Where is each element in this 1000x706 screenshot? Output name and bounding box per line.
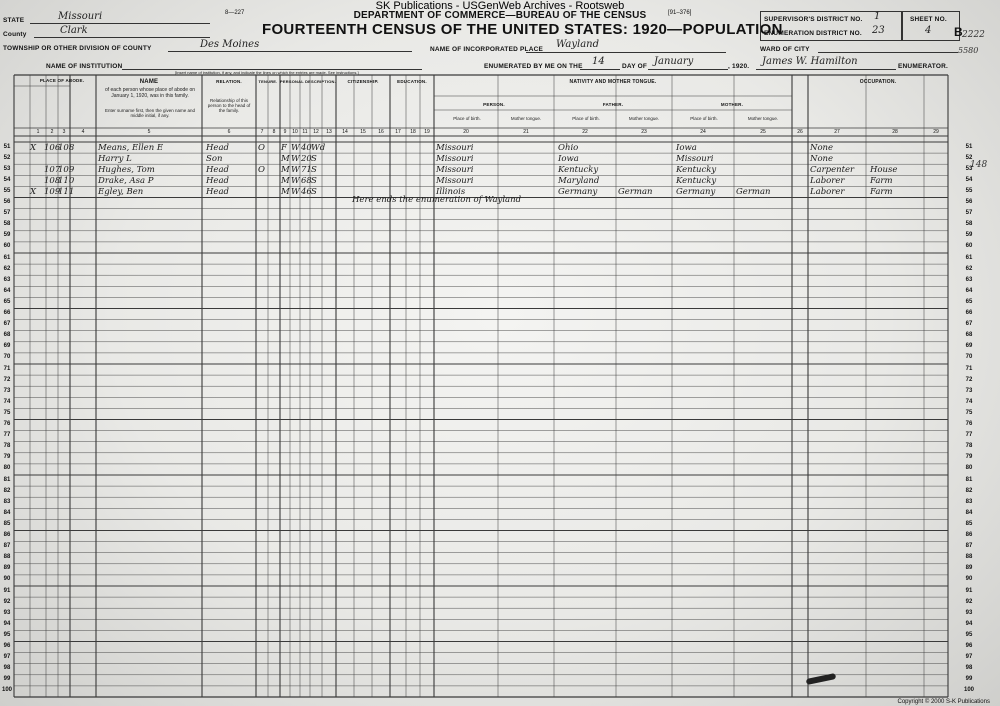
line-number-right: 65 bbox=[965, 298, 973, 305]
entry-family: 110 bbox=[58, 175, 75, 186]
line-number-right: 52 bbox=[965, 154, 973, 161]
line-number-right: 63 bbox=[965, 276, 973, 283]
mother-tongue-head: Mother tongue. bbox=[747, 116, 779, 121]
enumerator-label: ENUMERATOR. bbox=[898, 63, 948, 70]
incorporated-value: Wayland bbox=[556, 39, 600, 50]
father-tongue-head: Mother tongue. bbox=[628, 116, 660, 121]
entry-industry: Farm bbox=[870, 175, 893, 186]
line-number-right: 68 bbox=[965, 332, 973, 339]
site-banner[interactable]: SK Publications - USGenWeb Archives - Rootsweb bbox=[375, 0, 625, 12]
entry-relation: Head bbox=[206, 175, 229, 186]
mother-birth-head: Place of birth. bbox=[690, 116, 718, 121]
group-place-of-abode: PLACE OF ABODE. bbox=[39, 78, 85, 83]
line-number-right: 75 bbox=[965, 409, 973, 416]
line-number-left: 96 bbox=[3, 643, 11, 649]
column-number-2: 2 bbox=[50, 129, 54, 135]
line-number-right: 69 bbox=[965, 343, 973, 350]
line-number-right: 82 bbox=[965, 487, 973, 494]
entry-tenure: O bbox=[258, 142, 265, 153]
column-number-12: 12 bbox=[313, 129, 319, 135]
entry-name: Egley, Ben bbox=[98, 186, 144, 197]
line-number-right: 78 bbox=[965, 443, 973, 450]
line-number-right: 86 bbox=[965, 532, 973, 538]
entry-relation: Head bbox=[206, 186, 229, 197]
incorporated-label: NAME OF INCORPORATED PLACE bbox=[430, 46, 544, 53]
entry-race: W bbox=[291, 175, 300, 186]
group-father: FATHER. bbox=[602, 102, 624, 107]
line-number-right: 100 bbox=[963, 687, 974, 694]
entry-industry: House bbox=[870, 164, 898, 175]
entry-tenure: O bbox=[258, 164, 265, 175]
line-number-right: 54 bbox=[965, 176, 973, 183]
line-number-left: 61 bbox=[3, 254, 11, 261]
serial-ref: [91–376] bbox=[668, 10, 692, 16]
column-number-15: 15 bbox=[360, 129, 366, 135]
supervisor-value: 1 bbox=[874, 11, 881, 22]
institution-label: NAME OF INSTITUTION bbox=[46, 63, 123, 70]
line-number-left: 66 bbox=[3, 310, 11, 316]
relation-description: Relationship of this person to the head of the family. bbox=[207, 98, 251, 113]
column-number-5: 5 bbox=[147, 129, 151, 135]
entry-family: 108 bbox=[58, 142, 75, 153]
line-number-left: 99 bbox=[3, 676, 11, 683]
line-number-left: 59 bbox=[3, 232, 11, 239]
group-person: PERSON. bbox=[483, 102, 505, 107]
line-number-right: 70 bbox=[965, 354, 973, 361]
line-number-left: 69 bbox=[3, 343, 11, 350]
column-number-29: 29 bbox=[933, 129, 939, 135]
group-mother: MOTHER. bbox=[720, 102, 744, 107]
entry-age: 71 bbox=[301, 164, 312, 175]
entry-occupation: Laborer bbox=[810, 186, 845, 197]
enumerated-label: ENUMERATED BY ME ON THE bbox=[484, 63, 583, 70]
entry-occupation: None bbox=[810, 153, 834, 164]
line-number-left: 70 bbox=[3, 354, 11, 361]
column-number-16: 16 bbox=[378, 129, 384, 135]
county-label: County bbox=[3, 31, 27, 38]
line-number-right: 92 bbox=[965, 598, 973, 605]
entry-birthplace: Missouri bbox=[436, 164, 474, 175]
line-number-left: 84 bbox=[3, 509, 11, 516]
column-number-11: 11 bbox=[302, 129, 308, 135]
entry-race: W bbox=[291, 164, 300, 175]
line-number-left: 95 bbox=[3, 631, 11, 638]
line-number-right: 55 bbox=[965, 187, 973, 194]
line-number-right: 73 bbox=[965, 387, 973, 394]
line-number-left: 64 bbox=[3, 287, 11, 294]
line-number-left: 83 bbox=[3, 498, 11, 505]
line-number-right: 76 bbox=[965, 421, 973, 427]
entry-father-birth: Germany bbox=[558, 186, 598, 197]
line-number-right: 77 bbox=[965, 432, 973, 439]
line-number-left: 86 bbox=[3, 532, 11, 538]
entry-mother-birth: Missouri bbox=[676, 153, 714, 164]
line-number-left: 77 bbox=[3, 432, 11, 439]
line-number-left: 67 bbox=[3, 321, 11, 328]
column-number-7: 7 bbox=[260, 129, 264, 135]
column-number-18: 18 bbox=[410, 129, 416, 135]
group-nativity: NATIVITY AND MOTHER TONGUE. bbox=[569, 79, 657, 85]
group-personal: PERSONAL DESCRIPTION. bbox=[280, 79, 336, 84]
entry-birthplace: Missouri bbox=[436, 175, 474, 186]
line-number-left: 52 bbox=[3, 154, 11, 161]
line-number-right: 72 bbox=[965, 376, 973, 383]
column-number-10: 10 bbox=[292, 129, 298, 135]
institution-note: [Insert name of institution, if any, and indicate the lines on which the entries are made. See instructions.] bbox=[175, 70, 359, 75]
entry-sex: M bbox=[281, 186, 290, 197]
line-number-right: 57 bbox=[965, 210, 973, 217]
line-number-left: 78 bbox=[3, 443, 11, 450]
entry-name: Means, Ellen E bbox=[98, 142, 164, 153]
line-number-left: 88 bbox=[3, 554, 11, 561]
ed-value: 23 bbox=[872, 25, 885, 36]
county-value: Clark bbox=[60, 25, 88, 36]
line-number-left: 55 bbox=[3, 187, 11, 194]
column-number-26: 26 bbox=[797, 129, 803, 135]
line-number-right: 93 bbox=[965, 609, 973, 616]
sheet-value: 4 bbox=[925, 25, 932, 36]
entry-age: 20 bbox=[301, 153, 312, 164]
line-number-left: 89 bbox=[3, 565, 11, 572]
entry-relation: Head bbox=[206, 164, 229, 175]
line-number-left: 74 bbox=[3, 398, 11, 405]
copyright: Copyright © 2000 S-K Publications bbox=[897, 699, 990, 705]
line-number-right: 58 bbox=[965, 221, 973, 228]
group-relation: RELATION. bbox=[216, 79, 242, 84]
entry-mother-birth: Iowa bbox=[676, 142, 697, 153]
line-number-right: 83 bbox=[965, 498, 973, 505]
line-number-left: 93 bbox=[3, 609, 11, 616]
margin-note-1: 2222 bbox=[962, 30, 985, 40]
line-number-right: 79 bbox=[965, 454, 973, 461]
person-birth-head: Place of birth. bbox=[453, 116, 481, 121]
line-number-right: 84 bbox=[965, 509, 973, 516]
sheet-letter: B bbox=[954, 25, 963, 39]
entry-birthplace: Missouri bbox=[436, 153, 474, 164]
entry-birthplace: Missouri bbox=[436, 142, 474, 153]
line-number-right: 87 bbox=[965, 543, 973, 550]
entry-industry: Farm bbox=[870, 186, 893, 197]
line-number-left: 90 bbox=[3, 576, 11, 583]
supervisor-label: SUPERVISOR'S DISTRICT NO. bbox=[764, 16, 863, 23]
name-description: of each person whose place of abode on January 1, 1920, was in this family. bbox=[104, 87, 196, 99]
line-number-left: 76 bbox=[3, 421, 11, 427]
end-of-enumeration-note: Here ends the enumeration of Wayland bbox=[352, 195, 522, 205]
column-number-23: 23 bbox=[641, 129, 647, 135]
column-number-20: 20 bbox=[463, 129, 469, 135]
column-number-14: 14 bbox=[342, 129, 348, 135]
line-number-right: 66 bbox=[965, 310, 973, 316]
line-number-right: 85 bbox=[965, 520, 973, 527]
entry-family: 109 bbox=[58, 164, 75, 175]
line-number-left: 63 bbox=[3, 276, 11, 283]
entry-father-birth: Ohio bbox=[558, 142, 579, 153]
line-number-left: 65 bbox=[3, 298, 11, 305]
line-number-right: 91 bbox=[965, 587, 973, 594]
entry-marital: S bbox=[311, 153, 317, 164]
form-number: 8—227 bbox=[225, 10, 245, 16]
group-tenure: TENURE. bbox=[258, 79, 278, 84]
line-number-right: 74 bbox=[965, 398, 973, 405]
line-number-left: 68 bbox=[3, 332, 11, 339]
state-label: STATE bbox=[3, 17, 25, 24]
line-number-right: 81 bbox=[965, 476, 973, 483]
entry-family: 111 bbox=[58, 186, 75, 197]
line-number-right: 96 bbox=[965, 643, 973, 649]
entry-marital: Wd bbox=[311, 142, 326, 153]
column-number-21: 21 bbox=[523, 129, 529, 135]
year-label: , 1920. bbox=[728, 63, 750, 70]
column-number-25: 25 bbox=[760, 129, 766, 135]
entry-father-tongue: German bbox=[618, 186, 653, 197]
line-number-right: 98 bbox=[965, 665, 973, 672]
line-number-right: 61 bbox=[965, 254, 973, 261]
entry-age: 68 bbox=[301, 175, 312, 186]
line-number-left: 91 bbox=[3, 587, 11, 594]
day-value: 14 bbox=[592, 56, 605, 67]
line-number-left: 98 bbox=[3, 665, 11, 672]
father-birth-head: Place of birth. bbox=[572, 116, 600, 121]
enumerator-value: James W. Hamilton bbox=[762, 56, 858, 67]
entry-name: Hughes, Tom bbox=[98, 164, 155, 175]
line-number-right: 97 bbox=[965, 654, 973, 661]
group-education: EDUCATION. bbox=[397, 79, 427, 84]
line-number-left: 71 bbox=[3, 365, 11, 372]
entry-father-birth: Maryland bbox=[558, 175, 600, 186]
entry-dwelling: 106 bbox=[44, 142, 61, 153]
line-number-right: 80 bbox=[965, 465, 973, 472]
line-number-right: 95 bbox=[965, 631, 973, 638]
entry-marital: S bbox=[311, 186, 317, 197]
entry-marital: S bbox=[311, 175, 317, 186]
name-note: Enter surname first, then the given name and middle initial, if any. bbox=[104, 108, 196, 118]
ward-label: WARD OF CITY bbox=[760, 46, 810, 53]
line-number-right: 99 bbox=[965, 676, 973, 683]
line-number-right: 67 bbox=[965, 321, 973, 328]
column-number-3: 3 bbox=[62, 129, 66, 135]
entry-occupation: Laborer bbox=[810, 175, 845, 186]
entry-name: Drake, Asa P bbox=[98, 175, 154, 186]
line-number-right: 71 bbox=[965, 365, 973, 372]
column-number-19: 19 bbox=[424, 129, 430, 135]
entry-dwelling: 107 bbox=[44, 164, 61, 175]
entry-dwelling: 108 bbox=[44, 175, 61, 186]
entry-sex: F bbox=[281, 142, 287, 153]
group-occupation: OCCUPATION. bbox=[859, 79, 897, 85]
line-number-right: 56 bbox=[965, 199, 973, 205]
line-number-right: 53 bbox=[965, 165, 973, 172]
line-number-left: 81 bbox=[3, 476, 11, 483]
census-title: FOURTEENTH CENSUS OF THE UNITED STATES: 1920—POPULATION bbox=[262, 21, 783, 38]
entry-sex: M bbox=[281, 175, 290, 186]
column-number-17: 17 bbox=[395, 129, 401, 135]
line-number-left: 56 bbox=[3, 199, 11, 205]
entry-relation: Son bbox=[206, 153, 223, 164]
entry-name: Harry L bbox=[98, 153, 132, 164]
line-number-right: 89 bbox=[965, 565, 973, 572]
entry-race: W bbox=[291, 153, 300, 164]
line-number-left: 87 bbox=[3, 543, 11, 550]
line-number-left: 72 bbox=[3, 376, 11, 383]
line-number-left: 73 bbox=[3, 387, 11, 394]
line-number-right: 60 bbox=[965, 243, 973, 250]
line-number-right: 64 bbox=[965, 287, 973, 294]
person-tongue-head: Mother tongue. bbox=[510, 116, 542, 121]
column-number-1: 1 bbox=[36, 129, 40, 135]
line-number-left: 53 bbox=[3, 165, 11, 172]
ed-label: ENUMERATION DISTRICT NO. bbox=[764, 30, 862, 37]
sheet-label: SHEET NO. bbox=[910, 16, 947, 23]
line-number-left: 51 bbox=[3, 143, 11, 150]
entry-street: X bbox=[30, 142, 37, 153]
column-number-22: 22 bbox=[582, 129, 588, 135]
entry-mother-birth: Kentucky bbox=[676, 175, 717, 186]
entry-sex: M bbox=[281, 153, 290, 164]
line-number-left: 58 bbox=[3, 221, 11, 228]
entry-occupation: Carpenter bbox=[810, 164, 855, 175]
column-number-28: 28 bbox=[892, 129, 898, 135]
group-citizenship: CITIZENSHIP. bbox=[347, 79, 379, 84]
group-name: NAME bbox=[139, 79, 159, 85]
line-number-left: 79 bbox=[3, 454, 11, 461]
line-number-left: 100 bbox=[1, 687, 12, 694]
entry-mother-birth: Kentucky bbox=[676, 164, 717, 175]
entry-mother-birth: Germany bbox=[676, 186, 716, 197]
entry-sex: M bbox=[281, 164, 290, 175]
line-number-left: 57 bbox=[3, 210, 11, 217]
entry-dwelling: 109 bbox=[44, 186, 61, 197]
month-value: January bbox=[654, 56, 694, 67]
column-number-24: 24 bbox=[700, 129, 706, 135]
day-of-label: DAY OF bbox=[622, 63, 648, 70]
line-number-left: 94 bbox=[3, 620, 11, 627]
line-number-right: 90 bbox=[965, 576, 973, 583]
line-number-left: 80 bbox=[3, 465, 11, 472]
entry-mother-tongue: German bbox=[736, 186, 771, 197]
column-number-13: 13 bbox=[326, 129, 332, 135]
entry-marital: S bbox=[311, 164, 317, 175]
line-number-right: 88 bbox=[965, 554, 973, 561]
entry-father-birth: Kentucky bbox=[558, 164, 599, 175]
line-number-left: 75 bbox=[3, 409, 11, 416]
line-number-left: 92 bbox=[3, 598, 11, 605]
entry-street: X bbox=[30, 186, 37, 197]
line-number-left: 82 bbox=[3, 487, 11, 494]
township-value: Des Moines bbox=[200, 39, 260, 50]
margin-note-3: 5580 bbox=[958, 46, 979, 55]
township-label: TOWNSHIP OR OTHER DIVISION OF COUNTY bbox=[3, 45, 152, 52]
department-heading: DEPARTMENT OF COMMERCE—BUREAU OF THE CENSUS bbox=[353, 10, 647, 21]
entry-relation: Head bbox=[206, 142, 229, 153]
entry-age: 40 bbox=[301, 142, 312, 153]
entry-race: W bbox=[291, 142, 300, 153]
column-number-4: 4 bbox=[81, 129, 85, 135]
column-number-8: 8 bbox=[272, 129, 276, 135]
column-number-9: 9 bbox=[283, 129, 287, 135]
entry-age: 46 bbox=[301, 186, 312, 197]
state-value: Missouri bbox=[58, 11, 103, 22]
entry-occupation: None bbox=[810, 142, 834, 153]
entry-birthplace: Illinois bbox=[436, 186, 466, 197]
column-number-6: 6 bbox=[227, 129, 231, 135]
line-number-left: 62 bbox=[3, 265, 11, 272]
line-number-right: 62 bbox=[965, 265, 973, 272]
margin-note-2: 148 bbox=[970, 160, 988, 170]
line-number-left: 60 bbox=[3, 243, 11, 250]
entry-race: W bbox=[291, 186, 300, 197]
line-number-left: 97 bbox=[3, 654, 11, 661]
line-number-right: 59 bbox=[965, 232, 973, 239]
line-number-left: 54 bbox=[3, 176, 11, 183]
line-number-right: 94 bbox=[965, 620, 973, 627]
line-number-right: 51 bbox=[965, 143, 973, 150]
column-number-27: 27 bbox=[834, 129, 840, 135]
entry-father-birth: Iowa bbox=[558, 153, 579, 164]
line-number-left: 85 bbox=[3, 520, 11, 527]
